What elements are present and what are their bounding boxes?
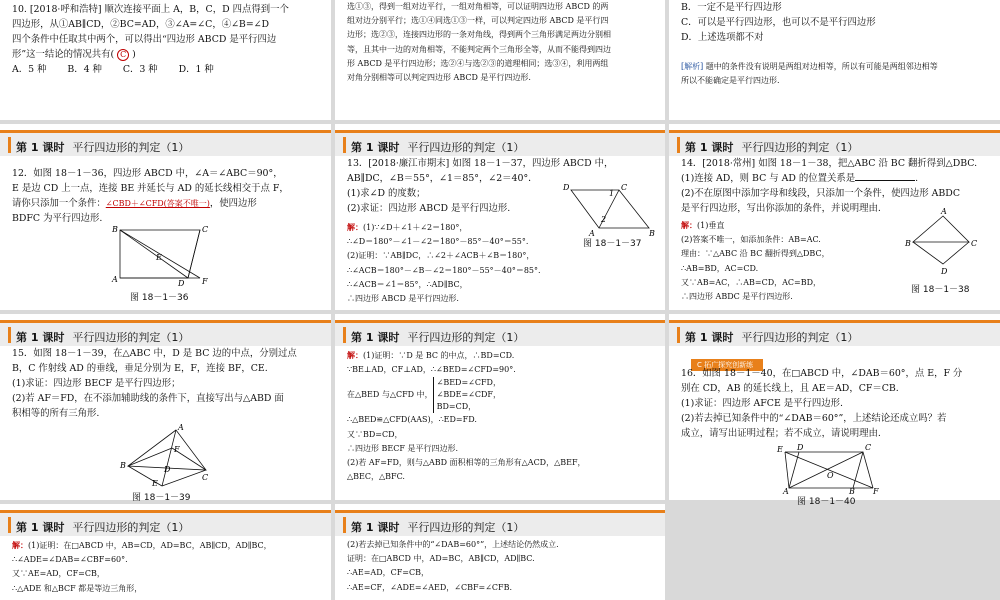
svg-text:D: D xyxy=(164,465,171,474)
slide-q10-options: B．一定不是平行四边形 C．可以是平行四边形，也可以不是平行四边形 D．上述选项都不对 [解析] 题中的条件没有说明是两组对边相等，所以有可能是两组邻边相等 所以不能确定是平行四边形. xyxy=(669,0,1000,120)
svg-text:B: B xyxy=(112,225,118,234)
figure-18-1-37 xyxy=(563,182,657,240)
section-banner: C 拓广探究创新练 xyxy=(691,359,763,371)
figure-18-1-36 xyxy=(110,224,220,292)
svg-text:C: C xyxy=(621,183,628,192)
slide-header: 第 1 课时 平行四边形的判定（1） xyxy=(0,130,331,156)
slide-q12: 第 1 课时 平行四边形的判定（1） 12．如图 18－1－36，四边形 ABCD 中，∠A＝∠ABC＝90°， E 是边 CD 上一点，连接 BE 并延长与 AD 的延长线相交于点 F， 请你只添加一个条件：∠CBD＋∠CFD(答案不唯一)，使四边形 BDFC 为平行四边形. B C E A D F 图 18－1－36 xyxy=(0,124,331,310)
svg-text:A: A xyxy=(941,207,947,216)
svg-text:C: C xyxy=(971,239,978,248)
svg-text:A: A xyxy=(112,275,118,284)
slide-header: 第 1 课时 平行四边形的判定（1） xyxy=(0,320,331,346)
svg-text:1: 1 xyxy=(609,189,615,198)
svg-text:A: A xyxy=(589,229,595,238)
slide-q16: 第 1 课时 平行四边形的判定（1） C 拓广探究创新练 16．如图 18－1－40，在□ABCD 中，∠DAB＝60°，点 E，F 分 别在 CD，AB 的延长线上，且 AE＝AD，CF＝CB. (1)求证：四边形 AFCE 是平行四边形. (2)若去掉已知条件中的“∠DAB＝60°”，上述结论还成立吗？若 成立，请写出证明过程；若不成立，请说明理由. E D C O A B F 图 18－1－40 xyxy=(669,314,1000,500)
svg-text:E: E xyxy=(152,479,158,488)
svg-text:B: B xyxy=(649,229,655,238)
slide-header: 第 1 课时 平行四边形的判定（1） xyxy=(335,320,665,346)
slide-q10: 10. [2018·呼和浩特] 顺次连接平面上 A，B，C，D 四点得到一个 四边形，从①AB∥CD，②BC=AD，③∠A=∠C，④∠B=∠D 四个条件中任取其中两个，可以得出“四边形 ABCD 是平行四边 形”这一结论的情况共有( C ) A．5 种 B．4 种 C．3 种 D．1 种 xyxy=(0,0,331,120)
slide-q16-solution: 第 1 课时 平行四边形的判定（1） 解：(1)证明：在□ABCD 中，AB=CD，AD=BC，AB∥CD，AD∥BC， ∴∠ADE=∠DAB=∠CBF=60°. 又∵AE=AD，CF=CB， ∴△ADE 和△BCF 都是等边三角形， xyxy=(0,504,331,600)
svg-text:2: 2 xyxy=(601,215,607,224)
svg-text:E: E xyxy=(156,253,162,262)
svg-text:D: D xyxy=(797,443,804,452)
svg-text:F: F xyxy=(174,445,180,454)
slide-header: 第 1 课时 平行四边形的判定（1） xyxy=(335,130,665,156)
svg-text:C: C xyxy=(202,473,209,482)
figure-18-1-40 xyxy=(777,444,887,498)
slide-q14: 第 1 课时 平行四边形的判定（1） 14．[2018·常州] 如图 18－1－38，把△ABC 沿 BC 翻折得到△DBC. (1)连接 AD，则 BC 与 AD 的位置关系是 . (2)不在原图中添加字母和线段，只添加一个条件，使四边形 ABDC 是平行四边形，写出你添加的条件，并说明理由. 解：(1)垂直 (2)答案不唯一，如添加条件：AB=AC. 理由：∵△ABC 沿 BC 翻折得到△DBC， ∴AB=BD，AC=CD. 又∵AB=AC，∴AB=CD，AC=BD， ∴四边形 ABDC 是平行四边形. A B C D 图 18－1－38 xyxy=(669,124,1000,310)
slide-q15-solution: 第 1 课时 平行四边形的判定（1） 解：(1)证明：∵D 是 BC 的中点，∴BD=CD. ∵BE⊥AD，CF⊥AD，∴∠BED=∠CFD=90°. 在△BED 与△CFD 中， ∠BED=∠CFD， ∠BDE=∠CDF， BD=CD， ∴△BED≌△CFD(AAS)，∴ED=FD. 又∵BD=CD， ∴四边形 BECF 是平行四边形. (2)若 AF=FD，则与△ABD 面积相等的三角形有△ACD，△BEF， △BEC，△BFC. xyxy=(335,314,665,500)
slide-header: 第 1 课时 平行四边形的判定（1） xyxy=(335,510,665,536)
svg-text:B: B xyxy=(120,461,126,470)
slide-q10-solution: 选①③，得到一组对边平行，一组对角相等，可以证明四边形 ABCD 的两 组对边分别平行；选①④同选①③一样，可以判定四边形 ABCD 是平行四 边形；选②③，连接四边形的一条对角线，得到两个三角形满足两边分别相 等，且其中一边的对角相等，不能判定两个三角形全等，从而不能得到四边 形 ABCD 是平行四边形；选②④与选②③的道理相同；选③④，利用两组 对角分别相等可以判定四边形 ABCD 是平行四边形. xyxy=(335,0,665,120)
svg-text:A: A xyxy=(178,423,184,432)
svg-text:C: C xyxy=(865,443,872,452)
svg-text:F: F xyxy=(202,277,208,286)
svg-text:O: O xyxy=(827,471,834,480)
slide-header: 第 1 课时 平行四边形的判定（1） xyxy=(669,130,1000,156)
figure-18-1-38 xyxy=(905,208,979,278)
svg-text:E: E xyxy=(777,445,783,454)
svg-text:B: B xyxy=(849,487,855,496)
slide-header: 第 1 课时 平行四边形的判定（1） xyxy=(0,510,331,536)
figure-18-1-39 xyxy=(120,424,210,492)
equation-system: ∠BED=∠CFD， ∠BDE=∠CDF， BD=CD， xyxy=(433,377,501,413)
svg-text:D: D xyxy=(941,267,948,276)
answer-mark: C xyxy=(117,49,129,61)
svg-text:F: F xyxy=(873,487,879,496)
answer-fill: ∠CBD＋∠CFD(答案不唯一) xyxy=(105,199,210,209)
slide-q15: 第 1 课时 平行四边形的判定（1） 15．如图 18－1－39，在△ABC 中，D 是 BC 边的中点，分别过点 B，C 作射线 AD 的垂线，垂足分别为 E，F，连接 BF，CE. (1)求证：四边形 BECF 是平行四边形； (2)若 AF＝FD，在不添加辅助线的条件下，直接写出与△ABD 面 积相等的所有三角形. A F B D C E 图 18－1－39 xyxy=(0,314,331,500)
svg-text:B: B xyxy=(905,239,911,248)
svg-text:D: D xyxy=(178,279,185,288)
slide-q13: 第 1 课时 平行四边形的判定（1） 13．[2018·廉江市期末] 如图 18－1－37，四边形 ABCD 中， AB∥DC，∠B＝55°，∠1＝85°，∠2＝40°． (1)求∠D 的度数； (2)求证：四边形 ABCD 是平行四边形. 解：(1)∵∠D＋∠1＋∠2＝180°， ∴∠D＝180°－∠1－∠2＝180°－85°－40°＝55°. (2)证明：∵AB∥DC，∴∠2＋∠ACB＋∠B＝180°， ∴∠ACB＝180°－∠B－∠2＝180°－55°－40°＝85°. ∴∠ACB＝∠1＝85°，∴AD∥BC， ∴四边形 ABCD 是平行四边形. D C 1 2 A B 图 18－1－37 xyxy=(335,124,665,310)
analysis-label: [解析] xyxy=(681,62,704,71)
slide-header: 第 1 课时 平行四边形的判定（1） xyxy=(669,320,1000,346)
answer-blank xyxy=(855,180,915,181)
svg-text:A: A xyxy=(783,487,789,496)
svg-text:D: D xyxy=(563,183,570,192)
svg-text:C: C xyxy=(202,225,209,234)
slide-q16-solution-2: 第 1 课时 平行四边形的判定（1） (2)若去掉已知条件中的“∠DAB=60°”，上述结论仍然成立. 证明：在□ABCD 中，AD=BC，AB∥CD，AD∥BC. ∴AE=AD，CF=CB， ∴AE=CF，∠ADE=∠AED，∠CBF=∠CFB. xyxy=(335,504,665,600)
